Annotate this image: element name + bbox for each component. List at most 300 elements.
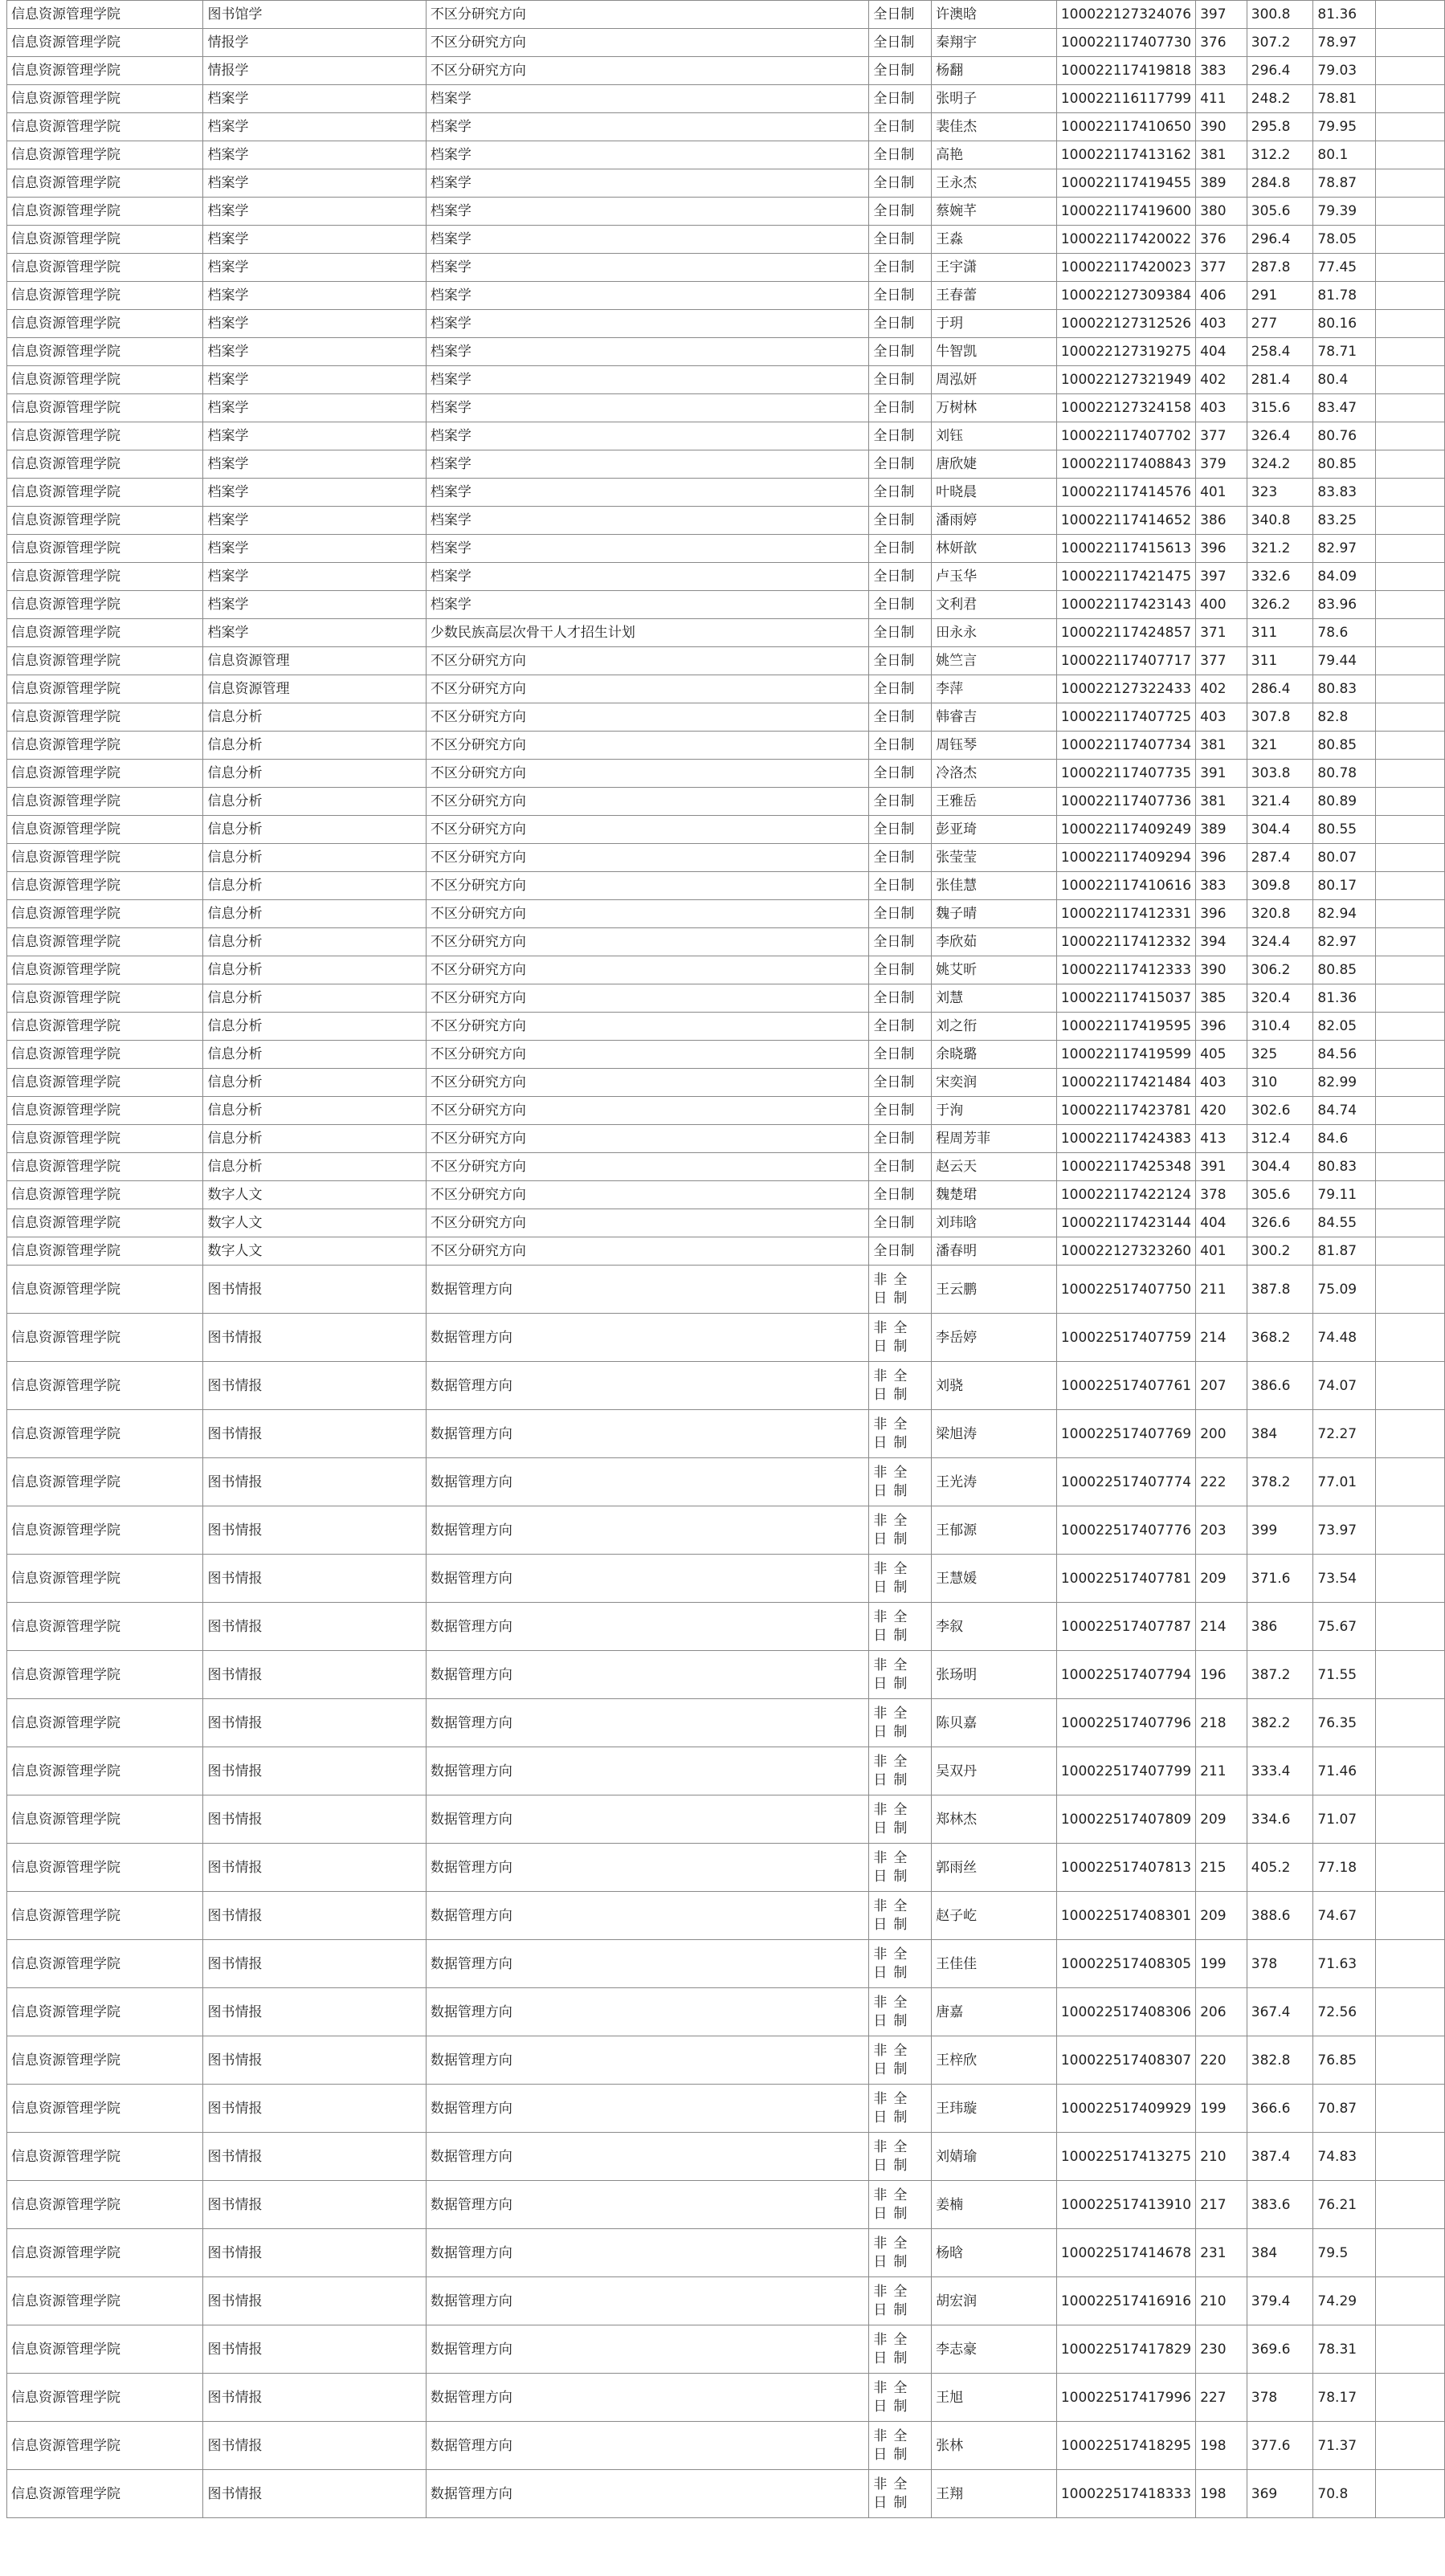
retest-score-cell: 311 [1247, 619, 1313, 647]
total-score-cell: 74.83 [1313, 2133, 1376, 2181]
study-mode-cell: 非全日制 [869, 2036, 932, 2085]
direction-cell: 不区分研究方向 [426, 844, 868, 872]
direction-cell: 不区分研究方向 [426, 647, 868, 675]
direction-cell: 不区分研究方向 [426, 956, 868, 984]
direction-cell: 数据管理方向 [426, 1314, 868, 1362]
major-cell: 图书情报 [203, 2181, 426, 2229]
direction-cell: 数据管理方向 [426, 1362, 868, 1410]
exam-id-cell: 100022127319275 [1056, 338, 1195, 366]
name-cell: 姚艾昕 [932, 956, 1057, 984]
table-row [7, 619, 1445, 647]
table-row [7, 198, 1445, 226]
college-cell: 信息资源管理学院 [7, 2374, 203, 2422]
major-cell: 档案学 [203, 450, 426, 479]
name-cell: 万树林 [932, 394, 1057, 422]
initial-score-cell: 381 [1196, 788, 1247, 816]
study-mode-cell: 全日制 [869, 788, 932, 816]
exam-id-cell: 100022117407725 [1056, 703, 1195, 732]
name-cell: 王玮璇 [932, 2085, 1057, 2133]
retest-score-cell: 304.4 [1247, 1153, 1313, 1181]
total-score-cell: 82.97 [1313, 535, 1376, 563]
table-row [7, 788, 1445, 816]
total-score-cell: 79.39 [1313, 198, 1376, 226]
name-cell: 冷洛杰 [932, 760, 1057, 788]
empty-cell [1376, 1844, 1445, 1892]
initial-score-cell: 220 [1196, 2036, 1247, 2085]
initial-score-cell: 406 [1196, 282, 1247, 310]
direction-cell: 档案学 [426, 366, 868, 394]
total-score-cell: 80.76 [1313, 422, 1376, 450]
study-mode-cell: 全日制 [869, 310, 932, 338]
direction-cell: 数据管理方向 [426, 2181, 868, 2229]
major-cell: 档案学 [203, 563, 426, 591]
college-cell: 信息资源管理学院 [7, 2133, 203, 2181]
initial-score-cell: 211 [1196, 1747, 1247, 1795]
retest-score-cell: 300.2 [1247, 1237, 1313, 1266]
college-cell: 信息资源管理学院 [7, 2325, 203, 2374]
table-row [7, 1362, 1445, 1410]
study-mode-cell: 全日制 [869, 226, 932, 254]
direction-cell: 数据管理方向 [426, 2470, 868, 2518]
retest-score-cell: 334.6 [1247, 1795, 1313, 1844]
name-cell: 于玥 [932, 310, 1057, 338]
table-row [7, 450, 1445, 479]
name-cell: 王翔 [932, 2470, 1057, 2518]
major-cell: 信息分析 [203, 1153, 426, 1181]
retest-score-cell: 300.8 [1247, 1, 1313, 29]
name-cell: 李欣茹 [932, 928, 1057, 956]
study-mode-cell: 全日制 [869, 422, 932, 450]
name-cell: 蔡婉芊 [932, 198, 1057, 226]
empty-cell [1376, 1125, 1445, 1153]
retest-score-cell: 312.4 [1247, 1125, 1313, 1153]
total-score-cell: 80.4 [1313, 366, 1376, 394]
total-score-cell: 78.31 [1313, 2325, 1376, 2374]
exam-id-cell: 100022127322433 [1056, 675, 1195, 703]
study-mode-cell: 全日制 [869, 900, 932, 928]
name-cell: 梁旭涛 [932, 1410, 1057, 1458]
exam-id-cell: 100022117412332 [1056, 928, 1195, 956]
empty-cell [1376, 816, 1445, 844]
total-score-cell: 71.63 [1313, 1940, 1376, 1988]
total-score-cell: 84.6 [1313, 1125, 1376, 1153]
empty-cell [1376, 1209, 1445, 1237]
empty-cell [1376, 1069, 1445, 1097]
major-cell: 档案学 [203, 507, 426, 535]
empty-cell [1376, 1041, 1445, 1069]
retest-score-cell: 295.8 [1247, 113, 1313, 141]
direction-cell: 档案学 [426, 479, 868, 507]
direction-cell: 档案学 [426, 310, 868, 338]
table-row [7, 1747, 1445, 1795]
total-score-cell: 83.83 [1313, 479, 1376, 507]
college-cell: 信息资源管理学院 [7, 226, 203, 254]
empty-cell [1376, 2422, 1445, 2470]
name-cell: 姜楠 [932, 2181, 1057, 2229]
study-mode-cell: 非全日制 [869, 2374, 932, 2422]
exam-id-cell: 100022117415037 [1056, 984, 1195, 1013]
table-row [7, 1153, 1445, 1181]
direction-cell: 档案学 [426, 507, 868, 535]
major-cell: 图书情报 [203, 2229, 426, 2277]
direction-cell: 不区分研究方向 [426, 760, 868, 788]
major-cell: 信息分析 [203, 844, 426, 872]
exam-id-cell: 100022117407736 [1056, 788, 1195, 816]
total-score-cell: 78.87 [1313, 169, 1376, 198]
name-cell: 牛智凯 [932, 338, 1057, 366]
name-cell: 宋奕润 [932, 1069, 1057, 1097]
study-mode-cell: 全日制 [869, 1013, 932, 1041]
retest-score-cell: 382.2 [1247, 1699, 1313, 1747]
name-cell: 吴双丹 [932, 1747, 1057, 1795]
college-cell: 信息资源管理学院 [7, 1314, 203, 1362]
name-cell: 许澳晗 [932, 1, 1057, 29]
retest-score-cell: 326.2 [1247, 591, 1313, 619]
exam-id-cell: 100022517407809 [1056, 1795, 1195, 1844]
total-score-cell: 81.36 [1313, 984, 1376, 1013]
major-cell: 图书情报 [203, 1940, 426, 1988]
major-cell: 图书情报 [203, 2133, 426, 2181]
direction-cell: 数据管理方向 [426, 1506, 868, 1555]
major-cell: 档案学 [203, 535, 426, 563]
empty-cell [1376, 450, 1445, 479]
table-row [7, 422, 1445, 450]
total-score-cell: 71.55 [1313, 1651, 1376, 1699]
initial-score-cell: 405 [1196, 1041, 1247, 1069]
exam-id-cell: 100022517408307 [1056, 2036, 1195, 2085]
study-mode-cell: 全日制 [869, 647, 932, 675]
empty-cell [1376, 254, 1445, 282]
exam-id-cell: 100022517408301 [1056, 1892, 1195, 1940]
direction-cell: 数据管理方向 [426, 2133, 868, 2181]
table-row [7, 254, 1445, 282]
name-cell: 郑林杰 [932, 1795, 1057, 1844]
initial-score-cell: 376 [1196, 29, 1247, 57]
total-score-cell: 80.16 [1313, 310, 1376, 338]
total-score-cell: 80.85 [1313, 956, 1376, 984]
exam-id-cell: 100022127324076 [1056, 1, 1195, 29]
direction-cell: 档案学 [426, 141, 868, 169]
study-mode-cell: 全日制 [869, 1153, 932, 1181]
major-cell: 信息分析 [203, 1013, 426, 1041]
major-cell: 图书情报 [203, 1892, 426, 1940]
name-cell: 于洵 [932, 1097, 1057, 1125]
direction-cell: 不区分研究方向 [426, 675, 868, 703]
empty-cell [1376, 535, 1445, 563]
college-cell: 信息资源管理学院 [7, 1237, 203, 1266]
direction-cell: 少数民族高层次骨干人才招生计划 [426, 619, 868, 647]
total-score-cell: 74.48 [1313, 1314, 1376, 1362]
name-cell: 秦翔宇 [932, 29, 1057, 57]
study-mode-cell: 全日制 [869, 984, 932, 1013]
college-cell: 信息资源管理学院 [7, 563, 203, 591]
empty-cell [1376, 1795, 1445, 1844]
study-mode-cell: 非全日制 [869, 1603, 932, 1651]
table-row [7, 1458, 1445, 1506]
table-row [7, 2374, 1445, 2422]
initial-score-cell: 214 [1196, 1314, 1247, 1362]
initial-score-cell: 403 [1196, 1069, 1247, 1097]
direction-cell: 数据管理方向 [426, 1892, 868, 1940]
study-mode-cell: 非全日制 [869, 2277, 932, 2325]
table-row [7, 703, 1445, 732]
total-score-cell: 71.46 [1313, 1747, 1376, 1795]
college-cell: 信息资源管理学院 [7, 310, 203, 338]
major-cell: 图书情报 [203, 1555, 426, 1603]
retest-score-cell: 307.8 [1247, 703, 1313, 732]
empty-cell [1376, 29, 1445, 57]
exam-id-cell: 100022517407787 [1056, 1603, 1195, 1651]
total-score-cell: 84.74 [1313, 1097, 1376, 1125]
exam-id-cell: 100022517407774 [1056, 1458, 1195, 1506]
study-mode-cell: 全日制 [869, 928, 932, 956]
exam-id-cell: 100022517417996 [1056, 2374, 1195, 2422]
empty-cell [1376, 928, 1445, 956]
total-score-cell: 79.11 [1313, 1181, 1376, 1209]
empty-cell [1376, 760, 1445, 788]
admission-list-table [6, 0, 1445, 2518]
total-score-cell: 80.55 [1313, 816, 1376, 844]
study-mode-cell: 全日制 [869, 1181, 932, 1209]
table-row [7, 1844, 1445, 1892]
exam-id-cell: 100022117423144 [1056, 1209, 1195, 1237]
empty-cell [1376, 984, 1445, 1013]
total-score-cell: 83.47 [1313, 394, 1376, 422]
major-cell: 图书情报 [203, 1651, 426, 1699]
direction-cell: 档案学 [426, 535, 868, 563]
major-cell: 图书情报 [203, 2422, 426, 2470]
total-score-cell: 82.97 [1313, 928, 1376, 956]
college-cell: 信息资源管理学院 [7, 450, 203, 479]
empty-cell [1376, 900, 1445, 928]
initial-score-cell: 396 [1196, 844, 1247, 872]
name-cell: 刘钰 [932, 422, 1057, 450]
major-cell: 图书情报 [203, 1266, 426, 1314]
college-cell: 信息资源管理学院 [7, 1940, 203, 1988]
major-cell: 信息分析 [203, 1097, 426, 1125]
name-cell: 周钰琴 [932, 732, 1057, 760]
retest-score-cell: 296.4 [1247, 226, 1313, 254]
empty-cell [1376, 1181, 1445, 1209]
initial-score-cell: 379 [1196, 450, 1247, 479]
exam-id-cell: 100022117409294 [1056, 844, 1195, 872]
study-mode-cell: 全日制 [869, 254, 932, 282]
study-mode-cell: 全日制 [869, 1237, 932, 1266]
exam-id-cell: 100022127323260 [1056, 1237, 1195, 1266]
total-score-cell: 82.99 [1313, 1069, 1376, 1097]
college-cell: 信息资源管理学院 [7, 113, 203, 141]
college-cell: 信息资源管理学院 [7, 872, 203, 900]
total-score-cell: 71.07 [1313, 1795, 1376, 1844]
table-row [7, 1069, 1445, 1097]
college-cell: 信息资源管理学院 [7, 1, 203, 29]
study-mode-cell: 全日制 [869, 844, 932, 872]
total-score-cell: 80.17 [1313, 872, 1376, 900]
initial-score-cell: 210 [1196, 2133, 1247, 2181]
total-score-cell: 78.97 [1313, 29, 1376, 57]
college-cell: 信息资源管理学院 [7, 1013, 203, 1041]
empty-cell [1376, 507, 1445, 535]
initial-score-cell: 420 [1196, 1097, 1247, 1125]
exam-id-cell: 100022117414652 [1056, 507, 1195, 535]
study-mode-cell: 全日制 [869, 535, 932, 563]
college-cell: 信息资源管理学院 [7, 1506, 203, 1555]
empty-cell [1376, 1314, 1445, 1362]
name-cell: 张林 [932, 2422, 1057, 2470]
exam-id-cell: 100022517417829 [1056, 2325, 1195, 2374]
study-mode-cell: 全日制 [869, 113, 932, 141]
initial-score-cell: 386 [1196, 507, 1247, 535]
total-score-cell: 78.05 [1313, 226, 1376, 254]
direction-cell: 不区分研究方向 [426, 1153, 868, 1181]
initial-score-cell: 381 [1196, 141, 1247, 169]
name-cell: 唐嘉 [932, 1988, 1057, 2036]
total-score-cell: 80.89 [1313, 788, 1376, 816]
study-mode-cell: 非全日制 [869, 1747, 932, 1795]
direction-cell: 不区分研究方向 [426, 1237, 868, 1266]
college-cell: 信息资源管理学院 [7, 900, 203, 928]
major-cell: 信息分析 [203, 984, 426, 1013]
name-cell: 韩睿吉 [932, 703, 1057, 732]
retest-score-cell: 387.2 [1247, 1651, 1313, 1699]
empty-cell [1376, 1555, 1445, 1603]
retest-score-cell: 399 [1247, 1506, 1313, 1555]
initial-score-cell: 394 [1196, 928, 1247, 956]
direction-cell: 不区分研究方向 [426, 703, 868, 732]
total-score-cell: 84.09 [1313, 563, 1376, 591]
study-mode-cell: 全日制 [869, 591, 932, 619]
table-row [7, 1892, 1445, 1940]
table-row [7, 563, 1445, 591]
name-cell: 王永杰 [932, 169, 1057, 198]
college-cell: 信息资源管理学院 [7, 2036, 203, 2085]
exam-id-cell: 100022517414678 [1056, 2229, 1195, 2277]
table-row [7, 1181, 1445, 1209]
retest-score-cell: 305.6 [1247, 198, 1313, 226]
college-cell: 信息资源管理学院 [7, 928, 203, 956]
empty-cell [1376, 647, 1445, 675]
college-cell: 信息资源管理学院 [7, 1125, 203, 1153]
study-mode-cell: 全日制 [869, 816, 932, 844]
study-mode-cell: 全日制 [869, 282, 932, 310]
retest-score-cell: 324.2 [1247, 450, 1313, 479]
direction-cell: 数据管理方向 [426, 1458, 868, 1506]
empty-cell [1376, 1458, 1445, 1506]
table-row [7, 169, 1445, 198]
college-cell: 信息资源管理学院 [7, 507, 203, 535]
name-cell: 张佳慧 [932, 872, 1057, 900]
name-cell: 郭雨丝 [932, 1844, 1057, 1892]
table-row [7, 956, 1445, 984]
retest-score-cell: 378 [1247, 1940, 1313, 1988]
initial-score-cell: 404 [1196, 1209, 1247, 1237]
retest-score-cell: 377.6 [1247, 2422, 1313, 2470]
direction-cell: 档案学 [426, 394, 868, 422]
retest-score-cell: 325 [1247, 1041, 1313, 1069]
major-cell: 图书情报 [203, 1988, 426, 2036]
name-cell: 王旭 [932, 2374, 1057, 2422]
retest-score-cell: 303.8 [1247, 760, 1313, 788]
college-cell: 信息资源管理学院 [7, 1603, 203, 1651]
table-row [7, 1097, 1445, 1125]
empty-cell [1376, 198, 1445, 226]
exam-id-cell: 100022517407769 [1056, 1410, 1195, 1458]
major-cell: 信息分析 [203, 760, 426, 788]
initial-score-cell: 222 [1196, 1458, 1247, 1506]
retest-score-cell: 340.8 [1247, 507, 1313, 535]
college-cell: 信息资源管理学院 [7, 1181, 203, 1209]
direction-cell: 不区分研究方向 [426, 1013, 868, 1041]
study-mode-cell: 非全日制 [869, 2229, 932, 2277]
initial-score-cell: 203 [1196, 1506, 1247, 1555]
total-score-cell: 84.56 [1313, 1041, 1376, 1069]
table-row [7, 1651, 1445, 1699]
retest-score-cell: 386.6 [1247, 1362, 1313, 1410]
total-score-cell: 78.6 [1313, 619, 1376, 647]
direction-cell: 档案学 [426, 85, 868, 113]
table-row [7, 2229, 1445, 2277]
study-mode-cell: 全日制 [869, 1209, 932, 1237]
name-cell: 赵云天 [932, 1153, 1057, 1181]
exam-id-cell: 100022127324158 [1056, 394, 1195, 422]
major-cell: 档案学 [203, 366, 426, 394]
study-mode-cell: 非全日制 [869, 2422, 932, 2470]
table-row [7, 2133, 1445, 2181]
major-cell: 档案学 [203, 141, 426, 169]
retest-score-cell: 310 [1247, 1069, 1313, 1097]
name-cell: 张玚明 [932, 1651, 1057, 1699]
initial-score-cell: 371 [1196, 619, 1247, 647]
major-cell: 图书情报 [203, 1699, 426, 1747]
initial-score-cell: 397 [1196, 563, 1247, 591]
table-row [7, 984, 1445, 1013]
name-cell: 刘玮晗 [932, 1209, 1057, 1237]
exam-id-cell: 100022127312526 [1056, 310, 1195, 338]
college-cell: 信息资源管理学院 [7, 535, 203, 563]
study-mode-cell: 非全日制 [869, 1506, 932, 1555]
exam-id-cell: 100022127309384 [1056, 282, 1195, 310]
table-row [7, 1314, 1445, 1362]
college-cell: 信息资源管理学院 [7, 647, 203, 675]
retest-score-cell: 296.4 [1247, 57, 1313, 85]
exam-id-cell: 100022116117799 [1056, 85, 1195, 113]
college-cell: 信息资源管理学院 [7, 2181, 203, 2229]
direction-cell: 数据管理方向 [426, 2325, 868, 2374]
total-score-cell: 81.78 [1313, 282, 1376, 310]
retest-score-cell: 286.4 [1247, 675, 1313, 703]
major-cell: 档案学 [203, 85, 426, 113]
total-score-cell: 74.07 [1313, 1362, 1376, 1410]
college-cell: 信息资源管理学院 [7, 732, 203, 760]
name-cell: 叶晓晨 [932, 479, 1057, 507]
retest-score-cell: 311 [1247, 647, 1313, 675]
study-mode-cell: 全日制 [869, 703, 932, 732]
empty-cell [1376, 1940, 1445, 1988]
major-cell: 图书情报 [203, 1795, 426, 1844]
exam-id-cell: 100022117419599 [1056, 1041, 1195, 1069]
initial-score-cell: 231 [1196, 2229, 1247, 2277]
major-cell: 图书情报 [203, 2325, 426, 2374]
initial-score-cell: 380 [1196, 198, 1247, 226]
initial-score-cell: 396 [1196, 535, 1247, 563]
major-cell: 图书情报 [203, 2470, 426, 2518]
direction-cell: 不区分研究方向 [426, 984, 868, 1013]
empty-cell [1376, 141, 1445, 169]
empty-cell [1376, 113, 1445, 141]
study-mode-cell: 非全日制 [869, 1892, 932, 1940]
initial-score-cell: 200 [1196, 1410, 1247, 1458]
exam-id-cell: 100022517407813 [1056, 1844, 1195, 1892]
